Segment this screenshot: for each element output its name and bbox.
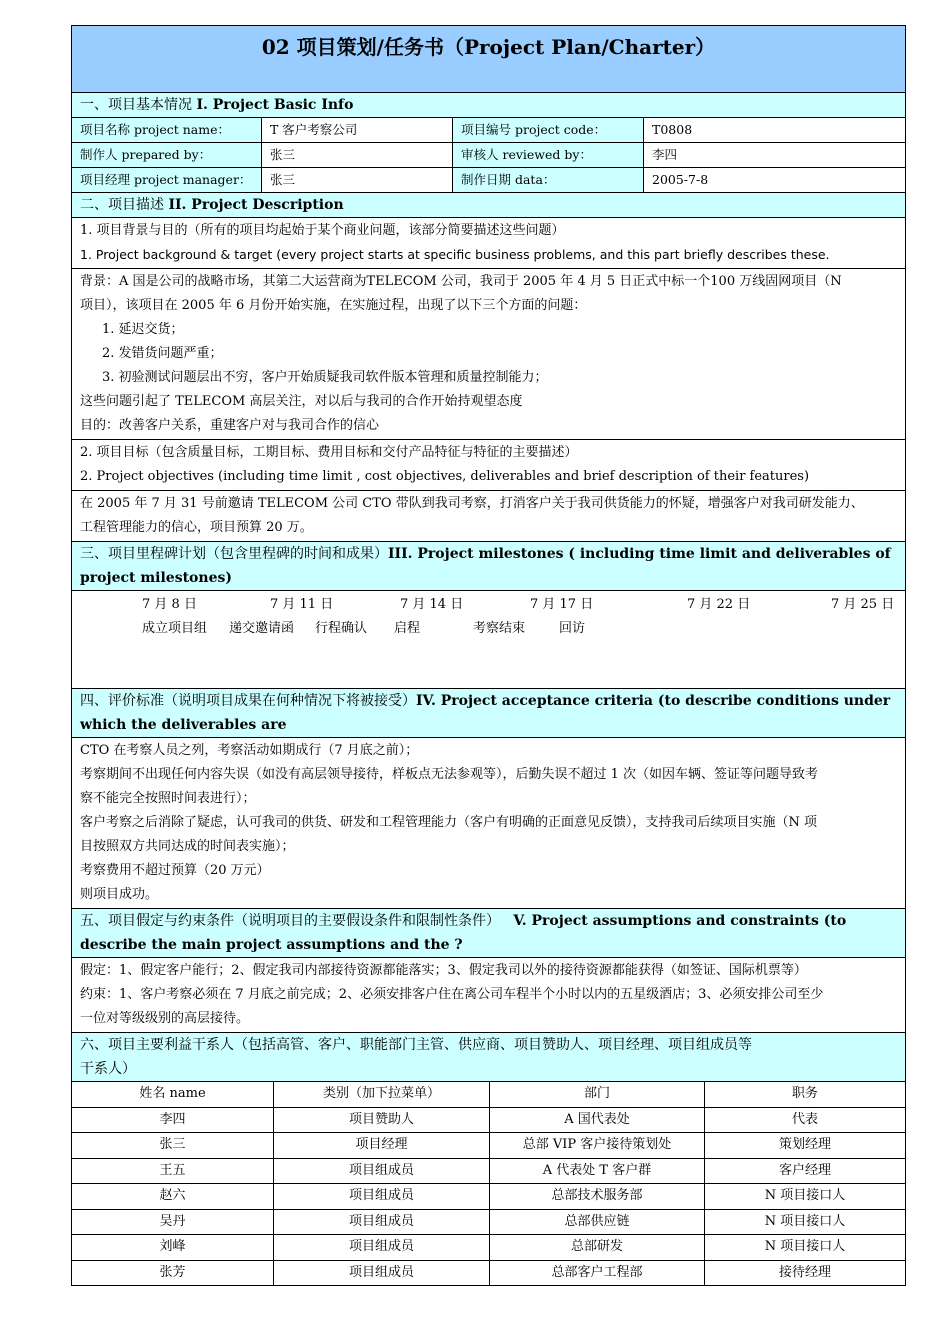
table-row <box>72 1133 906 1159</box>
table-row <box>72 1260 906 1286</box>
section-heading-stakeholders <box>72 1033 906 1082</box>
section-heading-cn: 一、项目基本情况 <box>80 97 192 113</box>
milestone-date: 7 月 11 日 <box>270 597 334 612</box>
objectives-prompt <box>72 440 906 491</box>
stakeholder-name: 王五 <box>72 1158 274 1184</box>
prepared-by-value: 张三 <box>262 143 453 168</box>
acceptance-line: 客户考察之后消除了疑虑，认可我司的供货、研发和工程管理能力（客户有明确的正面意见反馈），支持我司后续项目实施（N 项 <box>80 815 818 830</box>
problem-item: 3. 初验测试问题层出不穷，客户开始质疑我司软件版本管理和质量控制能力； <box>102 370 548 385</box>
milestone-date: 7 月 22 日 <box>687 597 751 612</box>
milestone-date: 7 月 25 日 <box>831 597 895 612</box>
section-heading-basic-info <box>72 93 906 118</box>
stakeholder-position: N 项目接口人 <box>705 1209 906 1235</box>
milestone-label: 递交邀请函 <box>229 621 295 636</box>
stakeholder-category: 项目经理 <box>274 1133 490 1159</box>
stakeholder-category: 项目组成员 <box>274 1158 490 1184</box>
background-prompt-en: 1. Project background & target (every project starts at specific business problems, and this part briefly describes these. <box>80 247 830 262</box>
stakeholder-name: 刘峰 <box>72 1235 274 1261</box>
objectives-line: 在 2005 年 7 月 31 号前邀请 TELECOM 公司 CTO 带队到我司考察，打消客户关于我司供货能力的怀疑，增强客户对我司研发能力、 <box>80 496 864 511</box>
project-code-value: T0808 <box>644 118 906 143</box>
charter-table <box>71 25 906 1082</box>
milestone-date: 7 月 8 日 <box>142 597 197 612</box>
acceptance-line: 目按照双方共同达成的时间表实施）； <box>80 839 295 854</box>
milestone-label: 成立项目组 <box>142 621 208 636</box>
milestone-label: 考察结束 <box>473 621 526 636</box>
stakeholder-position: 代表 <box>705 1107 906 1133</box>
page-title: 02 项目策划/任务书（Project Plan/Charter） <box>72 26 906 93</box>
milestone-label: 启程 <box>394 621 421 636</box>
section-heading-line: 干系人） <box>80 1061 136 1077</box>
section-heading-cn: 四、评价标准（说明项目成果在何种情况下将被接受） <box>80 693 416 709</box>
stakeholder-position: 接待经理 <box>705 1260 906 1286</box>
project-charter-sheet <box>71 25 905 1286</box>
table-row <box>72 1158 906 1184</box>
stakeholder-department: A 国代表处 <box>490 1107 705 1133</box>
stakeholder-name: 李四 <box>72 1107 274 1133</box>
background-line: 项目），该项目在 2005 年 6 月份开始实施，在实施过程，出现了以下三个方面的问题： <box>80 298 587 313</box>
column-header-category: 类别（加下拉菜单） <box>274 1082 490 1108</box>
stakeholder-name: 张芳 <box>72 1260 274 1286</box>
stakeholder-table <box>71 1081 906 1286</box>
project-manager-label: 项目经理 project manager： <box>72 168 262 193</box>
stakeholder-name: 吴丹 <box>72 1209 274 1235</box>
stakeholder-category: 项目组成员 <box>274 1235 490 1261</box>
section-heading-en: IV. Project acceptance criteria (to describe conditions under which the deliverables are <box>80 693 891 733</box>
project-manager-value: 张三 <box>262 168 453 193</box>
stakeholder-position: 策划经理 <box>705 1133 906 1159</box>
section-heading-en: II. Project Description <box>168 197 344 213</box>
section-heading-cn: 三、项目里程碑计划（包含里程碑的时间和成果） <box>80 546 388 562</box>
acceptance-line: 察不能完全按照时间表进行）； <box>80 791 256 806</box>
acceptance-line: CTO 在考察人员之列，考察活动如期成行（7 月底之前）； <box>80 743 419 758</box>
acceptance-line: 考察期间不出现任何内容失误（如没有高层领导接待，样板点无法参观等），后勤失误不超过 1 次（如因车辆、签证等问题导致考 <box>80 767 819 782</box>
objectives-line: 工程管理能力的信心，项目预算 20 万。 <box>80 520 313 535</box>
section-heading-milestones <box>72 542 906 591</box>
section-heading-assumptions <box>72 909 906 958</box>
milestone-label: 回访 <box>559 621 586 636</box>
table-row <box>72 1184 906 1210</box>
background-line: 这些问题引起了 TELECOM 高层关注，对以后与我司的合作开始持观望态度 <box>80 394 523 409</box>
assumption-line: 假定：1、假定客户能行；2、假定我司内部接待资源都能落实；3、假定我司以外的接待资源都能获得（如签证、国际机票等） <box>80 963 807 978</box>
stakeholder-position: N 项目接口人 <box>705 1184 906 1210</box>
stakeholder-department: 总部客户工程部 <box>490 1260 705 1286</box>
stakeholder-name: 张三 <box>72 1133 274 1159</box>
constraint-line: 一位对等级级别的高层接待。 <box>80 1011 250 1026</box>
section-heading-line: 六、项目主要利益干系人（包括高管、客户、职能部门主管、供应商、项目赞助人、项目经理、项目组成员等 <box>80 1037 752 1053</box>
stakeholder-name: 赵六 <box>72 1184 274 1210</box>
stakeholder-department: 总部研发 <box>490 1235 705 1261</box>
table-row <box>72 1235 906 1261</box>
stakeholder-category: 项目组成员 <box>274 1209 490 1235</box>
acceptance-line: 考察费用不超过预算（20 万元） <box>80 863 270 878</box>
objectives-prompt-en: 2. Project objectives (including time limit , cost objectives, deliverables and brief description of their features) <box>80 469 810 484</box>
stakeholder-position: 客户经理 <box>705 1158 906 1184</box>
project-name-value: T 客户考察公司 <box>262 118 453 143</box>
section-heading-description <box>72 193 906 218</box>
project-code-label: 项目编号 project code： <box>453 118 644 143</box>
section-heading-en: I. Project Basic Info <box>196 97 354 113</box>
date-label: 制作日期 data： <box>453 168 644 193</box>
stakeholder-category: 项目组成员 <box>274 1260 490 1286</box>
info-row <box>72 143 906 168</box>
table-row <box>72 1107 906 1133</box>
section-heading-cn: 五、项目假定与约束条件（说明项目的主要假设条件和限制性条件） <box>80 913 500 929</box>
background-line: 背景：A 国是公司的战略市场，其第二大运营商为TELECOM 公司，我司于 2005 年 4 月 5 日正式中标一个100 万线固网项目（N <box>80 274 842 289</box>
acceptance-content <box>72 738 906 909</box>
prepared-by-label: 制作人 prepared by： <box>72 143 262 168</box>
column-header-position: 职务 <box>705 1082 906 1108</box>
section-heading-cn: 二、项目描述 <box>80 197 164 213</box>
problem-item: 1. 延迟交货； <box>102 322 184 337</box>
stakeholder-position: N 项目接口人 <box>705 1235 906 1261</box>
project-name-label: 项目名称 project name： <box>72 118 262 143</box>
purpose-line: 目的：改善客户关系，重建客户对与我司合作的信心 <box>80 418 380 433</box>
stakeholder-department: A 代表处 T 客户群 <box>490 1158 705 1184</box>
background-content <box>72 269 906 440</box>
stakeholder-category: 项目组成员 <box>274 1184 490 1210</box>
background-prompt-cn: 1. 项目背景与目的（所有的项目均起始于某个商业问题，该部分简要描述这些问题） <box>80 223 565 238</box>
column-header-name: 姓名 name <box>72 1082 274 1108</box>
stakeholder-department: 总部供应链 <box>490 1209 705 1235</box>
section-heading-en: III. Project milestones ( including time limit and deliverables of project milestones) <box>80 546 891 586</box>
info-row <box>72 118 906 143</box>
section-heading-en: V. Project assumptions and constraints (to describe the main project assumptions and the ? <box>80 913 847 953</box>
stakeholder-department: 总部技术服务部 <box>490 1184 705 1210</box>
milestone-date: 7 月 17 日 <box>530 597 594 612</box>
background-prompt <box>72 218 906 269</box>
problem-item: 2. 发错货问题严重； <box>102 346 223 361</box>
acceptance-line: 则项目成功。 <box>80 887 159 902</box>
milestone-label: 行程确认 <box>315 621 368 636</box>
reviewed-by-label: 审核人 reviewed by： <box>453 143 644 168</box>
objectives-prompt-cn: 2. 项目目标（包含质量目标，工期目标、费用目标和交付产品特征与特征的主要描述） <box>80 445 578 460</box>
section-heading-acceptance <box>72 689 906 738</box>
stakeholder-category: 项目赞助人 <box>274 1107 490 1133</box>
assumptions-content <box>72 958 906 1033</box>
objectives-content <box>72 491 906 542</box>
milestones-content <box>72 591 906 689</box>
milestone-date: 7 月 14 日 <box>400 597 464 612</box>
reviewed-by-value: 李四 <box>644 143 906 168</box>
stakeholder-department: 总部 VIP 客户接待策划处 <box>490 1133 705 1159</box>
date-value: 2005-7-8 <box>644 168 906 193</box>
info-row <box>72 168 906 193</box>
column-header-department: 部门 <box>490 1082 705 1108</box>
constraint-line: 约束：1、客户考察必须在 7 月底之前完成；2、必须安排客户住在离公司车程半个小时以内的五星级酒店；3、必须安排公司至少 <box>80 987 824 1002</box>
table-row <box>72 1209 906 1235</box>
stakeholder-header-row <box>72 1082 906 1108</box>
